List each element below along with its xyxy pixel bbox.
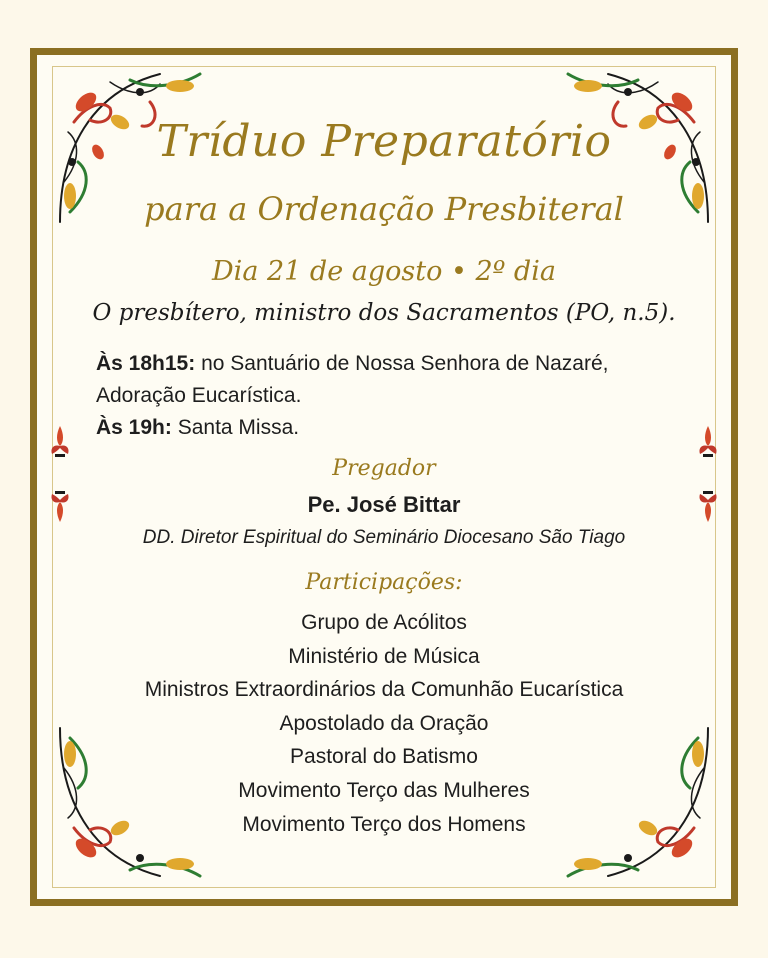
list-item: Ministros Extraordinários da Comunhão Eucarística	[144, 678, 624, 702]
schedule-line	[96, 412, 696, 444]
list-item: Movimento Terço das Mulheres	[238, 778, 530, 802]
list-item: Grupo de Acólitos	[301, 611, 467, 634]
schedule	[96, 348, 696, 444]
list-item: Pastoral do Batismo	[290, 745, 478, 769]
schedule-text: Santa Missa.	[177, 416, 300, 439]
schedule-text: Adoração Eucarística.	[96, 384, 302, 407]
page-title: Tríduo Preparatório	[156, 116, 612, 167]
fleur-ornament-icon	[696, 424, 720, 460]
list-item: Apostolado da Oração	[279, 711, 489, 735]
preacher-role: DD. Diretor Espiritual do Seminário Diocesano São Tiago	[142, 527, 626, 548]
fleur-ornament-icon	[48, 424, 72, 460]
theme-line: O presbítero, ministro dos Sacramentos (PO, n.5).	[92, 300, 676, 326]
page-subtitle: para a Ordenação Presbiteral	[144, 190, 624, 228]
participations-heading: Participações:	[305, 570, 463, 595]
list-item: Ministério de Música	[288, 644, 480, 668]
schedule-line	[96, 380, 696, 412]
preacher-name: Pe. José Bittar	[307, 492, 461, 517]
schedule-time: Às 19h:	[96, 416, 172, 439]
date-line: Dia 21 de agosto • 2º dia	[212, 256, 556, 287]
schedule-text: no Santuário de Nossa Senhora de Nazaré,	[201, 352, 609, 375]
preacher-heading: Pregador	[332, 456, 436, 481]
schedule-line	[96, 348, 696, 380]
list-item: Movimento Terço dos Homens	[242, 812, 526, 836]
schedule-time: Às 18h15:	[96, 352, 196, 375]
participations-list	[0, 606, 768, 841]
